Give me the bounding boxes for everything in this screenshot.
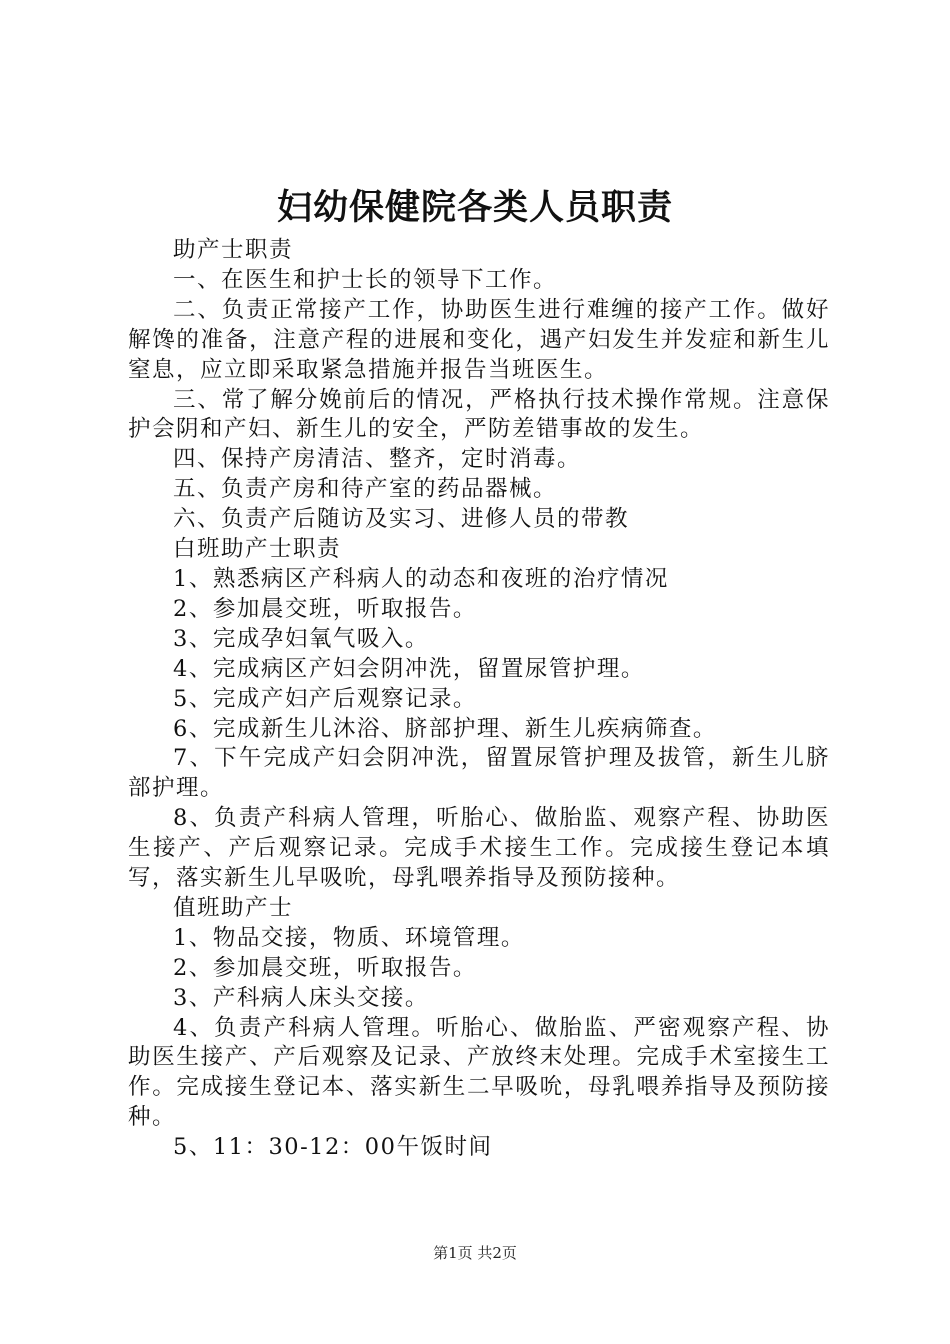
paragraph: 3、产科病人床头交接。 xyxy=(173,984,429,1011)
page-indicator: 第1页 共2页 xyxy=(433,1244,517,1262)
paragraph: 5、11：30-12：00午饭时间 xyxy=(173,1134,493,1161)
paragraph: 三、常了解分娩前后的情况，严格执行技术操作常规。注意保护会阴和产妇、新生儿的安全，严防差错事故的发生。 xyxy=(128,386,830,443)
paragraph: 2、参加晨交班，听取报告。 xyxy=(173,595,477,622)
paragraph: 六、负责产后随访及实习、进修人员的带教 xyxy=(173,506,630,533)
section-heading: 值班助产士 xyxy=(173,894,294,921)
paragraph: 4、负责产科病人管理。听胎心、做胎监、严密观察产程、协助医生接产、产后观察及记录、产放终末处理。完成手术室接生工作。完成接生登记本、落实新生二早吸吮，母乳喂养指导及预防接种。 xyxy=(128,1014,830,1131)
section-heading: 白班助产士职责 xyxy=(173,536,342,563)
paragraph: 7、下午完成产妇会阴冲洗，留置尿管护理及拔管，新生儿脐部护理。 xyxy=(128,745,830,802)
paragraph: 4、完成病区产妇会阴冲洗，留置尿管护理。 xyxy=(173,655,645,682)
paragraph: 五、负责产房和待产室的药品器械。 xyxy=(173,476,558,503)
paragraph: 1、物品交接，物质、环境管理。 xyxy=(173,924,525,951)
paragraph: 2、参加晨交班，听取报告。 xyxy=(173,954,477,981)
paragraph: 3、完成孕妇氧气吸入。 xyxy=(173,625,429,652)
paragraph: 8、负责产科病人管理，听胎心、做胎监、观察产程、协助医生接产、产后观察记录。完成手术接生工作。完成接生登记本填写，落实新生儿早吸吮，母乳喂养指导及预防接种。 xyxy=(128,805,830,892)
paragraph: 1、熟悉病区产科病人的动态和夜班的治疗情况 xyxy=(173,565,669,592)
paragraph: 一、在医生和护士长的领导下工作。 xyxy=(173,266,558,293)
paragraph: 二、负责正常接产工作，协助医生进行难缠的接产工作。做好解馋的准备，注意产程的进展和变化，遇产妇发生并发症和新生儿窒息，应立即采取紧急措施并报告当班医生。 xyxy=(128,296,830,383)
paragraph: 5、完成产妇产后观察记录。 xyxy=(173,685,477,712)
paragraph: 6、完成新生儿沐浴、脐部护理、新生儿疾病筛查。 xyxy=(173,715,717,742)
document-title: 妇幼保健院各类人员职责 xyxy=(276,187,673,228)
paragraph: 四、保持产房清洁、整齐，定时消毒。 xyxy=(173,446,582,473)
document-body xyxy=(128,236,830,1163)
section-heading: 助产士职责 xyxy=(173,237,294,263)
